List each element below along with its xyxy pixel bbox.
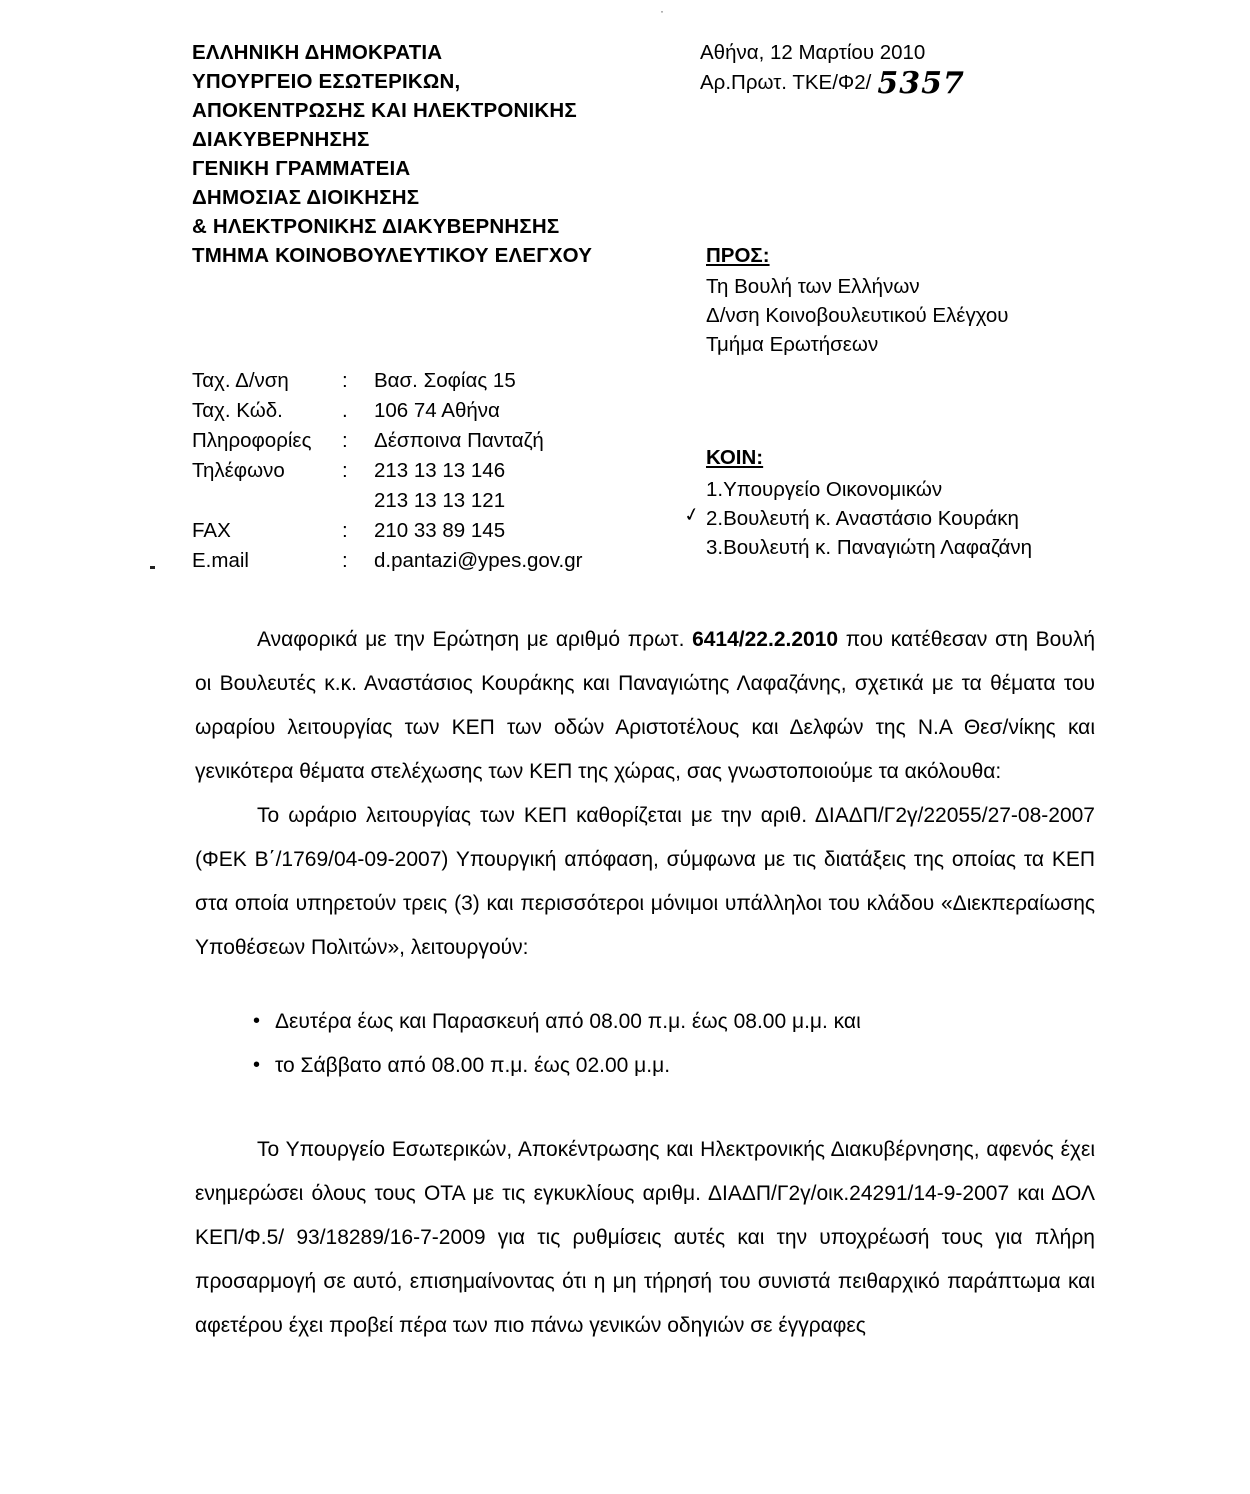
issuer-line-2: ΥΠΟΥΡΓΕΙΟ ΕΣΩΤΕΡΙΚΩΝ, — [192, 70, 461, 93]
contact-separator: : — [342, 459, 348, 482]
contact-separator: : — [342, 429, 348, 452]
contact-row — [192, 516, 582, 546]
cc-item-text: 3.Βουλευτή κ. Παναγιώτη Λαφαζάνη — [706, 536, 1033, 559]
recipient-line-1: Τη Βουλή των Ελλήνων — [706, 275, 920, 298]
contact-row — [192, 426, 582, 456]
contact-label: E.mail — [192, 549, 249, 572]
cc-block — [681, 443, 1033, 562]
cc-title: ΚΟΙΝ: — [706, 446, 764, 469]
body-paragraph-3: Το Υπουργείο Εσωτερικών, Αποκέντρωσης και Ηλεκτρονικής Διακυβέρνησης, αφενός έχει ενημερώσει όλους τους ΟΤΑ με τις εγκυκλίους αριθμ. ΔΙΑΔΠ/Γ2γ/οικ.24291/14-9-2007 και ΔΟΛ ΚΕΠ/Φ.5/ 93/18289/16-7-2009 για τις ρυθμίσεις αυτές και την υποχρέωσή τους για πλήρη προσαρμογή σε αυτό, επισημαίνοντας ότι η μη τήρησή του συνιστά πειθαρχικό παράπτωμα και αφετέρου έχει προβεί πέρα των πιο πάνω γενικών οδηγιών σε έγγραφες — [195, 1138, 1095, 1337]
issuer-line-7: & ΗΛΕΚΤΡΟΝΙΚΗΣ ΔΙΑΚΥΒΕΡΝΗΣΗΣ — [192, 215, 560, 238]
letter-body — [195, 618, 1095, 1348]
body-paragraph-2: Το ωράριο λειτουργίας των ΚΕΠ καθορίζεται με την αριθ. ΔΙΑΔΠ/Γ2γ/22055/27-08-2007 (ΦΕΚ Β΄/1769/04-09-2007) Υπουργική απόφαση, σύμφωνα με τις διατάξεις της οποίας τα ΚΕΠ στα οποία υπηρετούν τρεις (3) και περισσότεροι μόνιμοι υπάλληλοι του κλάδου «Διεκπεραίωσης Υποθέσεων Πολιτών», λειτουργούν: — [195, 804, 1095, 959]
contact-row — [192, 366, 582, 396]
list-item: • Δευτέρα έως και Παρασκευή από 08.00 π.μ. έως 08.00 μ.μ. και — [253, 1000, 1095, 1044]
contact-value: 210 33 89 145 — [374, 519, 506, 542]
opening-hours-list — [195, 1000, 1095, 1088]
page-top-mark: · — [660, 4, 664, 18]
contact-row — [192, 396, 582, 426]
issuer-line-6: ΔΗΜΟΣΙΑΣ ΔΙΟΙΚΗΣΗΣ — [192, 186, 420, 209]
contact-row — [192, 486, 582, 516]
cc-item — [681, 502, 1032, 533]
recipient-title: ΠΡΟΣ: — [706, 244, 770, 267]
contact-label: FAX — [192, 519, 231, 542]
body-paragraph-1 — [195, 618, 1095, 794]
contact-separator — [342, 486, 360, 516]
contact-separator: : — [342, 369, 348, 392]
issuer-block — [192, 38, 732, 270]
contact-value: 213 13 13 146 — [374, 459, 506, 482]
contact-label — [192, 486, 342, 516]
contact-label: Πληροφορίες — [192, 429, 312, 452]
contact-email-value: d.pantazi@ypes.gov.gr — [374, 549, 583, 572]
cc-item-text: 1.Υπουργείο Οικονομικών — [706, 478, 943, 501]
protocol-line — [700, 68, 965, 99]
question-protocol-number: 6414/22.2.2010 — [692, 628, 839, 651]
cc-item — [706, 475, 1032, 504]
contact-separator: . — [342, 399, 348, 422]
contact-row — [192, 546, 582, 576]
contact-separator: : — [342, 519, 348, 542]
paragraph-1-after: που κατέθεσαν στη Βουλή οι Βουλευτές κ.κ. Αναστάσιος Κουράκης και Παναγιώτης Λαφαζάνης, σχετικά με τα θέματα του ωραρίου λειτουργίας των ΚΕΠ των οδών Αριστοτέλους και Δελφών της Ν.Α Θεσ/νίκης και γενικότερα θέματα στελέχωσης των ΚΕΠ της χώρας, σας γνωστοποιούμε τα ακόλουθα: — [195, 628, 1095, 783]
contact-label: Ταχ. Δ/νση — [192, 369, 289, 392]
list-item: • το Σάββατο από 08.00 π.μ. έως 02.00 μ.μ. — [253, 1044, 1095, 1088]
protocol-number-handwritten: 5357 — [877, 66, 965, 101]
contact-separator: : — [342, 549, 348, 572]
recipient-line-3: Τμήμα Ερωτήσεων — [706, 333, 879, 356]
paragraph-1-before: Αναφορικά με την Ερώτηση με αριθμό πρωτ. — [257, 628, 693, 651]
contact-label: Ταχ. Κώδ. — [192, 399, 283, 422]
cc-item — [706, 533, 1032, 562]
checkmark-icon: ✓ — [681, 502, 702, 528]
recipient-line-2: Δ/νση Κοινοβουλευτικού Ελέγχου — [706, 304, 1009, 327]
date-line: Αθήνα, 12 Μαρτίου 2010 — [700, 41, 926, 64]
letter-header — [0, 38, 1250, 578]
issuer-line-1: ΕΛΛΗΝΙΚΗ ΔΗΜΟΚΡΑΤΙΑ — [192, 41, 443, 64]
contact-label: Τηλέφωνο — [192, 459, 285, 482]
contact-value: Βασ. Σοφίας 15 — [374, 369, 516, 392]
date-protocol-block — [700, 38, 965, 99]
margin-dot-mark — [150, 566, 155, 569]
cc-item-text: 2.Βουλευτή κ. Αναστάσιο Κουράκη — [706, 507, 1019, 530]
recipient-block — [706, 241, 1009, 359]
contact-value: Δέσποινα Πανταζή — [374, 429, 544, 452]
contact-value: 213 13 13 121 — [374, 489, 506, 512]
issuer-line-4: ΔΙΑΚΥΒΕΡΝΗΣΗΣ — [192, 128, 370, 151]
issuer-line-8: ΤΜΗΜΑ ΚΟΙΝΟΒΟΥΛΕΥΤΙΚΟΥ ΕΛΕΓΧΟΥ — [192, 244, 593, 267]
issuer-line-3: ΑΠΟΚΕΝΤΡΩΣΗΣ ΚΑΙ ΗΛΕΚΤΡΟΝΙΚΗΣ — [192, 99, 577, 122]
contact-block — [192, 366, 582, 576]
protocol-label: Αρ.Πρωτ. ΤΚΕ/Φ2/ — [700, 71, 872, 94]
issuer-line-5: ΓΕΝΙΚΗ ΓΡΑΜΜΑΤΕΙΑ — [192, 157, 411, 180]
contact-value: 106 74 Αθήνα — [374, 399, 500, 422]
contact-row — [192, 456, 582, 486]
